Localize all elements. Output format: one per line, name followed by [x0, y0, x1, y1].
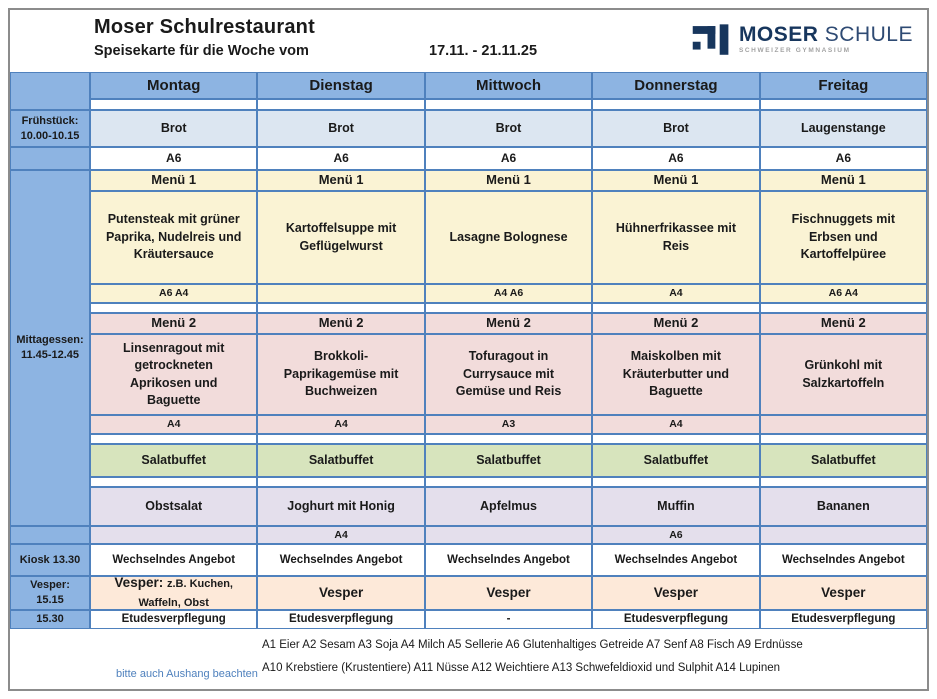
footer-note: bitte auch Aushang beachten — [116, 668, 258, 680]
day-columns — [90, 72, 927, 629]
menu2-allergen: A4 — [90, 415, 257, 434]
menu1-header: Menü 1 — [592, 170, 759, 191]
spacer-cell — [425, 434, 592, 444]
spacer-cell — [257, 477, 424, 487]
breakfast-allergen: A6 — [425, 147, 592, 170]
menu2-header: Menü 2 — [90, 313, 257, 334]
dessert-allergen-row — [90, 526, 927, 544]
vesper-row — [90, 576, 927, 610]
menu1-donnerstag: Hühnerfrikassee mit Reis — [592, 191, 759, 284]
menu2-mittwoch: Tofuragout in Currysauce mit Gemüse und Reis — [425, 334, 592, 415]
lunch-time: 11.45-12.45 — [20, 349, 80, 361]
allergen-legend-line2: A10 Krebstiere (Krustentiere) A11 Nüsse A12 Weichtiere A13 Schwefeldioxid und Sulphit A14 Lupinen — [262, 662, 781, 674]
subtitle: Speisekarte für die Woche vom — [94, 43, 309, 59]
dessert-row — [90, 487, 927, 526]
day-header-dienstag: Dienstag — [257, 72, 424, 99]
dessert-allergen — [425, 526, 592, 544]
dessert-mittwoch: Apfelmus — [425, 487, 592, 526]
sidebar-empty-cell — [10, 147, 90, 170]
salad-buffet: Salatbuffet — [90, 444, 257, 477]
vesper-detail: z.B. Kuchen, Waffeln, Obst — [138, 578, 233, 609]
spacer-cell — [425, 303, 592, 313]
restaurant-title: Moser Schulrestaurant — [94, 16, 315, 38]
salad-buffet: Salatbuffet — [592, 444, 759, 477]
kiosk-offer: Wechselndes Angebot — [257, 544, 424, 576]
sheet-frame — [8, 8, 929, 691]
breakfast-row — [90, 110, 927, 147]
allergen-legend-line1: A1 Eier A2 Sesam A3 Soja A4 Milch A5 Sellerie A6 Glutenhaltiges Getreide A7 Senf A8 Fisch A9 Erdnüsse — [262, 639, 803, 651]
time-sidebar — [10, 72, 90, 629]
breakfast-allergen: A6 — [257, 147, 424, 170]
menu2-header: Menü 2 — [760, 313, 927, 334]
spacer-cell — [760, 477, 927, 487]
kiosk-offer: Wechselndes Angebot — [592, 544, 759, 576]
menu2-dienstag: Brokkoli- Paprikagemüse mit Buchweizen — [257, 334, 424, 415]
menu1-allergen: A6 A4 — [760, 284, 927, 303]
lunch-label: Mittagessen: — [16, 334, 84, 347]
spacer-cell — [592, 477, 759, 487]
breakfast-dienstag: Brot — [257, 110, 424, 147]
day-header-freitag: Freitag — [760, 72, 927, 99]
vesper-montag-text — [99, 574, 248, 612]
vesper-donnerstag: Vesper — [592, 576, 759, 610]
vesper-mittwoch: Vesper — [425, 576, 592, 610]
day-header-mittwoch: Mittwoch — [425, 72, 592, 99]
breakfast-freitag: Laugenstange — [760, 110, 927, 147]
school-logo — [691, 24, 913, 61]
etude-donnerstag: Etudesverpflegung — [592, 610, 759, 629]
spacer-cell — [760, 303, 927, 313]
spacer-row — [90, 434, 927, 444]
day-header-row — [90, 72, 927, 99]
kiosk-row — [90, 544, 927, 576]
breakfast-allergen-row — [90, 147, 927, 170]
spacer-row — [90, 99, 927, 110]
menu2-header: Menü 2 — [257, 313, 424, 334]
sidebar-corner-cell — [10, 72, 90, 110]
spacer-cell — [425, 99, 592, 110]
breakfast-montag: Brot — [90, 110, 257, 147]
menu1-allergen — [257, 284, 424, 303]
spacer-cell — [257, 99, 424, 110]
sidebar-kiosk-label: Kiosk 13.30 — [10, 544, 90, 576]
vesper-montag — [90, 576, 257, 610]
spacer-cell — [425, 477, 592, 487]
dessert-dienstag: Joghurt mit Honig — [257, 487, 424, 526]
sidebar-breakfast-label — [10, 110, 90, 147]
dessert-montag: Obstsalat — [90, 487, 257, 526]
spacer-cell — [592, 434, 759, 444]
menu1-dienstag: Kartoffelsuppe mit Geflügelwurst — [257, 191, 424, 284]
etude-dienstag: Etudesverpflegung — [257, 610, 424, 629]
logo-name-bold: MOSER — [738, 23, 819, 46]
spacer-cell — [257, 303, 424, 313]
salad-buffet: Salatbuffet — [257, 444, 424, 477]
sidebar-vesper-label — [10, 576, 90, 610]
menu2-meal-row — [90, 334, 927, 415]
menu2-allergen-row — [90, 415, 927, 434]
vesper-label: Vesper: — [30, 579, 70, 592]
moser-schule-logo-icon — [691, 24, 731, 61]
vesper-dienstag: Vesper — [257, 576, 424, 610]
dessert-allergen: A6 — [592, 526, 759, 544]
spacer-cell — [90, 303, 257, 313]
menu1-allergen: A4 — [592, 284, 759, 303]
spacer-cell — [592, 303, 759, 313]
menu1-header: Menü 1 — [760, 170, 927, 191]
dessert-allergen — [90, 526, 257, 544]
menu2-header: Menü 2 — [592, 313, 759, 334]
sidebar-etude-time: 15.30 — [10, 610, 90, 629]
dessert-allergen: A4 — [257, 526, 424, 544]
menu2-allergen: A3 — [425, 415, 592, 434]
logo-text — [739, 24, 913, 54]
menu2-header: Menü 2 — [425, 313, 592, 334]
spacer-cell — [257, 434, 424, 444]
week-range: 17.11. - 21.11.25 — [429, 43, 538, 59]
spacer-cell — [760, 434, 927, 444]
spacer-cell — [90, 477, 257, 487]
breakfast-label: Frühstück: — [21, 114, 79, 127]
menu2-allergen — [760, 415, 927, 434]
breakfast-donnerstag: Brot — [592, 110, 759, 147]
menu1-mittwoch: Lasagne Bolognese — [425, 191, 592, 284]
dessert-freitag: Bananen — [760, 487, 927, 526]
menu1-allergen: A4 A6 — [425, 284, 592, 303]
menu2-freitag: Grünkohl mit Salzkartoffeln — [760, 334, 927, 415]
menu2-header-row — [90, 313, 927, 334]
dessert-allergen — [760, 526, 927, 544]
logo-name-light: SCHULE — [824, 23, 913, 46]
footer — [10, 629, 927, 689]
logo-name — [739, 24, 913, 45]
title-bar — [10, 10, 927, 72]
etude-row — [90, 610, 927, 629]
spacer-cell — [90, 99, 257, 110]
spacer-cell — [90, 434, 257, 444]
menu1-header: Menü 1 — [257, 170, 424, 191]
salad-buffet: Salatbuffet — [760, 444, 927, 477]
vesper-prefix: Vesper: — [114, 575, 164, 591]
breakfast-allergen: A6 — [90, 147, 257, 170]
kiosk-offer: Wechselndes Angebot — [425, 544, 592, 576]
weekly-menu-table — [10, 72, 927, 629]
vesper-freitag: Vesper — [760, 576, 927, 610]
dessert-donnerstag: Muffin — [592, 487, 759, 526]
breakfast-time: 10.00-10.15 — [20, 129, 80, 142]
menu1-montag: Putensteak mit grüner Paprika, Nudelreis und Kräutersauce — [90, 191, 257, 284]
sidebar-lunch-label — [10, 170, 90, 526]
menu1-allergen: A6 A4 — [90, 284, 257, 303]
kiosk-offer: Wechselndes Angebot — [760, 544, 927, 576]
spacer-row — [90, 477, 927, 487]
etude-mittwoch: - — [425, 610, 592, 629]
day-header-montag: Montag — [90, 72, 257, 99]
spacer-cell — [760, 99, 927, 110]
breakfast-mittwoch: Brot — [425, 110, 592, 147]
menu1-header: Menü 1 — [425, 170, 592, 191]
salad-row — [90, 444, 927, 477]
salad-buffet: Salatbuffet — [425, 444, 592, 477]
menu2-allergen: A4 — [592, 415, 759, 434]
breakfast-allergen: A6 — [592, 147, 759, 170]
menu2-allergen: A4 — [257, 415, 424, 434]
menu1-freitag: Fischnuggets mit Erbsen und Kartoffelpüree — [760, 191, 927, 284]
menu2-montag: Linsenragout mit getrockneten Aprikosen und Baguette — [90, 334, 257, 415]
vesper-time: 15.15 — [36, 594, 64, 606]
etude-freitag: Etudesverpflegung — [760, 610, 927, 629]
spacer-row — [90, 303, 927, 313]
breakfast-allergen: A6 — [760, 147, 927, 170]
menu2-donnerstag: Maiskolben mit Kräuterbutter und Baguette — [592, 334, 759, 415]
etude-montag: Etudesverpflegung — [90, 610, 257, 629]
menu1-allergen-row — [90, 284, 927, 303]
day-header-donnerstag: Donnerstag — [592, 72, 759, 99]
spacer-cell — [592, 99, 759, 110]
kiosk-offer: Wechselndes Angebot — [90, 544, 257, 576]
sidebar-empty-cell — [10, 526, 90, 544]
menu1-header-row — [90, 170, 927, 191]
menu1-header: Menü 1 — [90, 170, 257, 191]
logo-tagline: SCHWEIZER GYMNASIUM — [738, 47, 851, 54]
menu1-meal-row — [90, 191, 927, 284]
